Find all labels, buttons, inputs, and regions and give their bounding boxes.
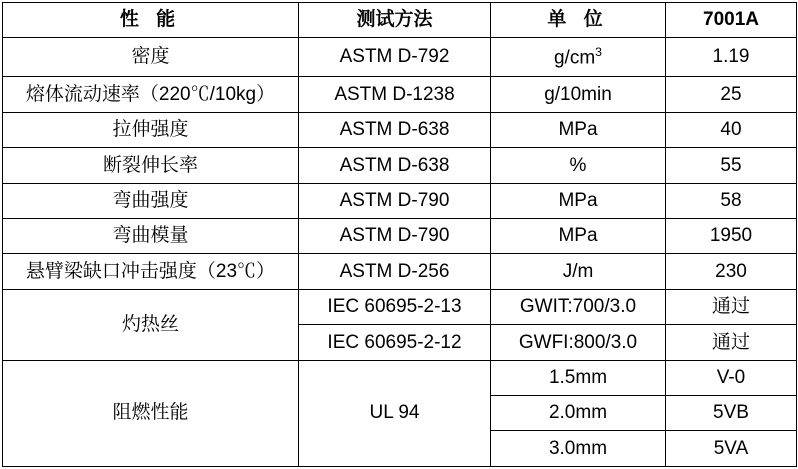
- unit: GWFI:800/3.0: [491, 325, 666, 360]
- value: 55: [666, 148, 797, 183]
- test-method: IEC 60695-2-12: [299, 325, 491, 360]
- value: 通过: [666, 325, 797, 360]
- value: 58: [666, 183, 797, 218]
- test-method: ASTM D-790: [299, 183, 491, 218]
- unit: MPa: [491, 112, 666, 147]
- table-row: [3, 148, 797, 183]
- property-name: 弯曲强度: [3, 183, 299, 218]
- value: 1950: [666, 219, 797, 254]
- value: 230: [666, 254, 797, 289]
- unit: J/m: [491, 254, 666, 289]
- unit: 3.0mm: [491, 431, 666, 467]
- table-row: [3, 77, 797, 112]
- unit: MPa: [491, 219, 666, 254]
- property-name: 阻燃性能: [3, 360, 299, 466]
- unit: %: [491, 148, 666, 183]
- property-name: 熔体流动速率（220℃/10kg）: [3, 77, 299, 112]
- property-name: 悬臂梁缺口冲击强度（23℃）: [3, 254, 299, 289]
- value: 5VA: [666, 431, 797, 467]
- test-method: ASTM D-1238: [299, 77, 491, 112]
- unit-text: g/cm: [553, 47, 596, 69]
- test-method: ASTM D-638: [299, 112, 491, 147]
- value: V-0: [666, 360, 797, 395]
- table-row: [3, 254, 797, 289]
- unit: 2.0mm: [491, 396, 666, 431]
- unit: MPa: [491, 183, 666, 218]
- property-name: 密度: [3, 38, 299, 77]
- test-method: ASTM D-638: [299, 148, 491, 183]
- value: 5VB: [666, 396, 797, 431]
- table-row: [3, 219, 797, 254]
- table-row: [3, 112, 797, 147]
- value: 通过: [666, 289, 797, 324]
- value: 25: [666, 77, 797, 112]
- property-name: 灼热丝: [3, 289, 299, 360]
- value: 1.19: [666, 38, 797, 77]
- table-row: [3, 289, 797, 324]
- value: 40: [666, 112, 797, 147]
- property-name: 断裂伸长率: [3, 148, 299, 183]
- property-name: 弯曲模量: [3, 219, 299, 254]
- table-row: [3, 360, 797, 395]
- table-row: [3, 38, 797, 77]
- header-unit: 单 位: [491, 3, 666, 38]
- test-method: ASTM D-792: [299, 38, 491, 77]
- table-row: [3, 183, 797, 218]
- test-method: UL 94: [299, 360, 491, 466]
- unit: GWIT:700/3.0: [491, 289, 666, 324]
- specification-table: [2, 2, 797, 467]
- table-header-row: [3, 3, 797, 38]
- header-property: 性 能: [3, 3, 299, 38]
- header-value: 7001A: [666, 3, 797, 38]
- unit: g/10min: [491, 77, 666, 112]
- unit: [491, 38, 666, 77]
- test-method: ASTM D-790: [299, 219, 491, 254]
- unit: 1.5mm: [491, 360, 666, 395]
- property-name: 拉伸强度: [3, 112, 299, 147]
- test-method: IEC 60695-2-13: [299, 289, 491, 324]
- header-method: 测试方法: [299, 3, 491, 38]
- test-method: ASTM D-256: [299, 254, 491, 289]
- unit-exponent: 3: [595, 45, 603, 60]
